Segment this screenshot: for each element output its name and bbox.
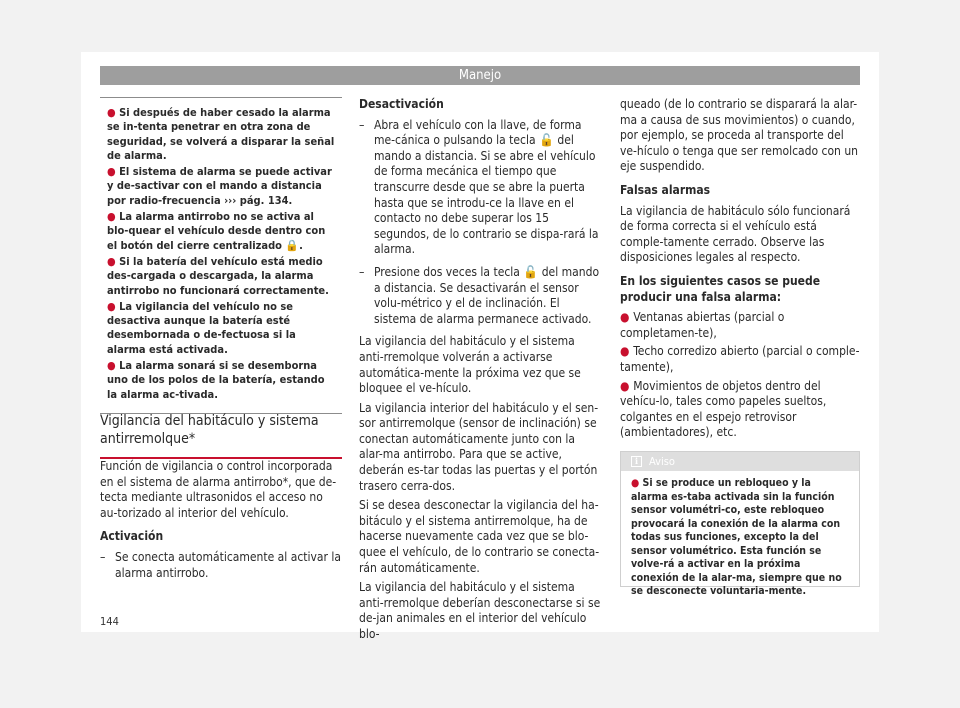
note-item: ● La alarma antirrobo no se activa al blo-quear el vehículo desde dentro con el botón del cierre centralizado 🔒. <box>107 210 326 252</box>
bullet-icon: ● <box>631 477 643 489</box>
column-2 <box>359 97 602 651</box>
bullet-icon: ● <box>620 344 634 359</box>
bullet-icon: ● <box>107 210 120 224</box>
paragraph: La vigilancia de habitáculo sólo funcionará de forma correcta si el vehículo está comple-tamente cerrado. Observe las disposiciones legales al respecto. <box>620 203 851 265</box>
intro-paragraph: Función de vigilancia o control incorporada en el sistema de alarma antirrobo*, que de-tecta mediante ultrasonidos el acceso no au-torizado al interior del vehículo. <box>100 459 337 520</box>
bullet-icon: ● <box>107 359 120 373</box>
bullet-icon: ● <box>107 165 120 179</box>
bullet-icon: ● <box>107 106 120 119</box>
paragraph: La vigilancia del habitáculo y el sistema anti-rremolque deberían desconectarse si se de-jan animales en el interior del vehículo blo- <box>359 580 601 641</box>
column-3 <box>620 97 861 444</box>
false-alarms-heading: Falsas alarmas <box>620 182 711 197</box>
deactivation-item: – Presione dos veces la tecla 🔓 del mando a distancia. Se desactivarán el sensor volu-métrico y el de inclinación. El sistema de alarma permanece activado. <box>359 265 602 327</box>
paragraph: queado (de lo contrario se disparará la alar-ma a causa de sus movimientos) o cuando, por ejemplo, se proceda al transporte del ve-hículo o tenga que ser remolcado con un eje suspendido. <box>620 97 859 174</box>
bullet-icon: ● <box>620 378 634 393</box>
bullet-icon: ● <box>620 310 634 325</box>
paragraph: La vigilancia del habitáculo y el sistema anti-rremolque volverán a activarse automática-mente la próxima vez que se bloquee el ve-hículo. <box>359 334 581 396</box>
section-header: Manejo <box>100 66 860 85</box>
list-item: ● Techo corredizo abierto (parcial o comple-tamente), <box>620 344 860 374</box>
section-title: Vigilancia del habitáculo y sistema antirremolque* <box>100 412 342 459</box>
deactivation-heading: Desactivación <box>359 97 444 111</box>
paragraph: La vigilancia interior del habitáculo y el sen-sor antirremolque (sensor de inclinación) se conectan automáticamente junto con la alar-ma antirrobo. Para que se active, deberán es-tar todas las puertas y el portón trasero cerra-dos. <box>359 400 599 493</box>
bullet-icon: ● <box>107 254 120 268</box>
activation-heading: Activación <box>100 529 164 544</box>
notice-box <box>620 451 860 597</box>
page-number: 144 <box>100 615 119 628</box>
list-item: ● Ventanas abiertas (parcial o completamen-te), <box>620 310 785 340</box>
deactivation-item: – Abra el vehículo con la llave, de forma me-cánica o pulsando la tecla 🔓 del mando a distancia. Si se abre el vehículo de forma mecánica el tiempo que transcurre desde que se abre la puerta hasta que se introdu-ce la llave en el contacto no debe superar los 15 segundos, de lo contrario se dispa-rará la alarma. <box>359 118 602 258</box>
note-item: ● La vigilancia del vehículo no se desactiva aunque la batería esté desembornada o de-fectuosa si la alarma está activada. <box>107 299 296 356</box>
notice-body: ● Si se produce un rebloqueo y la alarma es-taba activada sin la función sensor volumétri-co, este rebloqueo provocará la conexión de la alarma con todas sus funciones, excepto la del sensor volumétrico. Esta función se volve-rá a activar en la próxima conexión de la alar-ma, siempre que no se desconecte voluntaria-mente. <box>631 477 842 597</box>
paragraph: Si se desea desconectar la vigilancia del ha-bitáculo y el sistema antirremolque, ha de hacerse nuevamente cada vez que se blo-quee el vehículo, de lo contrario se conecta-rán automáticamente. <box>359 498 600 575</box>
column-1-body <box>100 459 342 588</box>
activation-item: – Se conecta automáticamente al activar la alarma antirrobo. <box>100 550 342 581</box>
note-item: ● Si la batería del vehículo está medio des-cargada o descargada, la alarma antirrobo no funcionará correctamente. <box>107 254 329 297</box>
info-icon: i <box>631 456 642 467</box>
note-item: ● Si después de haber cesado la alarma se in-tenta penetrar en otra zona de seguridad, se volverá a disparar la señal de alarma. <box>107 106 335 162</box>
bullet-icon: ● <box>107 299 120 313</box>
note-item: ● La alarma sonará si se desemborna uno de los polos de la batería, estando la alarma ac-tivada. <box>107 359 325 401</box>
note-item: ● El sistema de alarma se puede activar y de-sactivar con el mando a distancia por radio-frecuencia ››› pág. 134. <box>107 165 332 207</box>
list-item: ● Movimientos de objetos dentro del vehícu-lo, tales como papeles sueltos, colgantes en el espejo retrovisor (ambientadores), etc. <box>620 378 827 440</box>
cases-heading: En los siguientes casos se puede producir una falsa alarma: <box>620 273 821 304</box>
notice-header: i Aviso <box>621 452 859 471</box>
note-box <box>100 97 342 414</box>
